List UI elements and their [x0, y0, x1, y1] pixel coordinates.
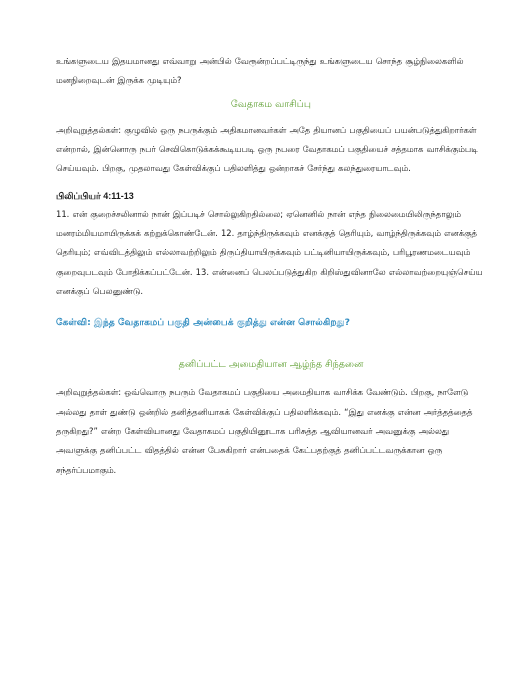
discussion-question: கேள்வி: இந்த வேதாகமப் பகுதி அன்பைக் குறித்து என்ன சொல்கிறது?: [56, 317, 350, 329]
reading-instructions: அறிவுறுத்தல்கள்: குழுவில் ஒரு நபருக்கும் அதிகமானவர்கள் அதே தியானப் பகுதியைப் பயன்படுத்துகிறார்கள் என்றால், இன்னொரு நபர் செவிகொடுக்கக்கூடியபடி ஒரு நபரை வேதாகமப் பகுதியைச் சத்தமாக வாசிக்கும்படி செய்யவும். பிறகு, முதலாவது கேள்விக்குப் பதிலளித்து ஒன்றாகச் சேர்ந்து கலந்துரையாடவும்.: [56, 124, 478, 174]
document-page: [56, 52, 486, 480]
scripture-reference: பிலிப்பியர் 4:11-13: [56, 190, 134, 201]
reflection-instructions: அறிவுறுத்தல்கள்: ஒவ்வொரு நபரும் வேதாகமப் பகுதியை அமைதியாக வாசிக்க வேண்டும். பிறகு, நாளேடு அல்லது தாள் துண்டு ஒன்றில் தனித்தனியாகக் கேள்விக்குப் பதிலளிக்கவும். “இது எனக்கு என்ன அர்த்தத்தைத் தருகிறது?” என்ற கேள்வியானது வேதாகமப் பகுதியினூடாக பரிசுத்த ஆவியானவர் அவனுக்கு அல்லது அவளுக்கு தனிப்பட்ட விதத்தில் என்ன பேசுகிறார் என்பதைக் கேட்பதற்குத் தனிப்பட்டவருக்கான ஒரு சந்தர்ப்பமாகும்.: [56, 387, 473, 475]
reflection-heading: தனிப்பட்ட அமைதியான ஆழ்ந்த சிந்தனை: [178, 359, 364, 371]
scripture-passage: 11. என் குறைச்சலினால் நான் இப்படிச் சொல்லுகிறதில்லை; ஏனெனில் நான் எந்த நிலைமையிலிருந்தாலும் மனரம்மியமாயிருக்கக் கற்றுக்கொண்டேன். 12. தாழ்ந்திருக்கவும் எனக்குத் தெரியும், வாழ்ந்திருக்கவும் எனக்குத் தெரியும்; எவ்விடத்திலும் எல்லாவற்றிலும் திருப்தியாயிருக்கவும் பட்டினியாயிருக்கவும், பரிபூரணமடையவும் குறைவுபடவும் போதிக்கப்பட்டேன். 13. என்னைப் பெலப்படுத்துகிற கிறிஸ்துவினாலே எல்லாவற்றையுஞ்செய்ய எனக்குப் பெலனுண்டு.: [56, 208, 483, 296]
reading-heading: வேதாகம வாசிப்பு: [230, 98, 312, 110]
intro-question: உங்களுடைய இதயமானது எவ்வாறு அன்பில் வேரூன்றப்பட்டிருந்து உங்களுடைய சொந்த சூழ்நிலைகளில் மனநிறைவுடன் இருக்க முடியும்?: [56, 56, 464, 86]
